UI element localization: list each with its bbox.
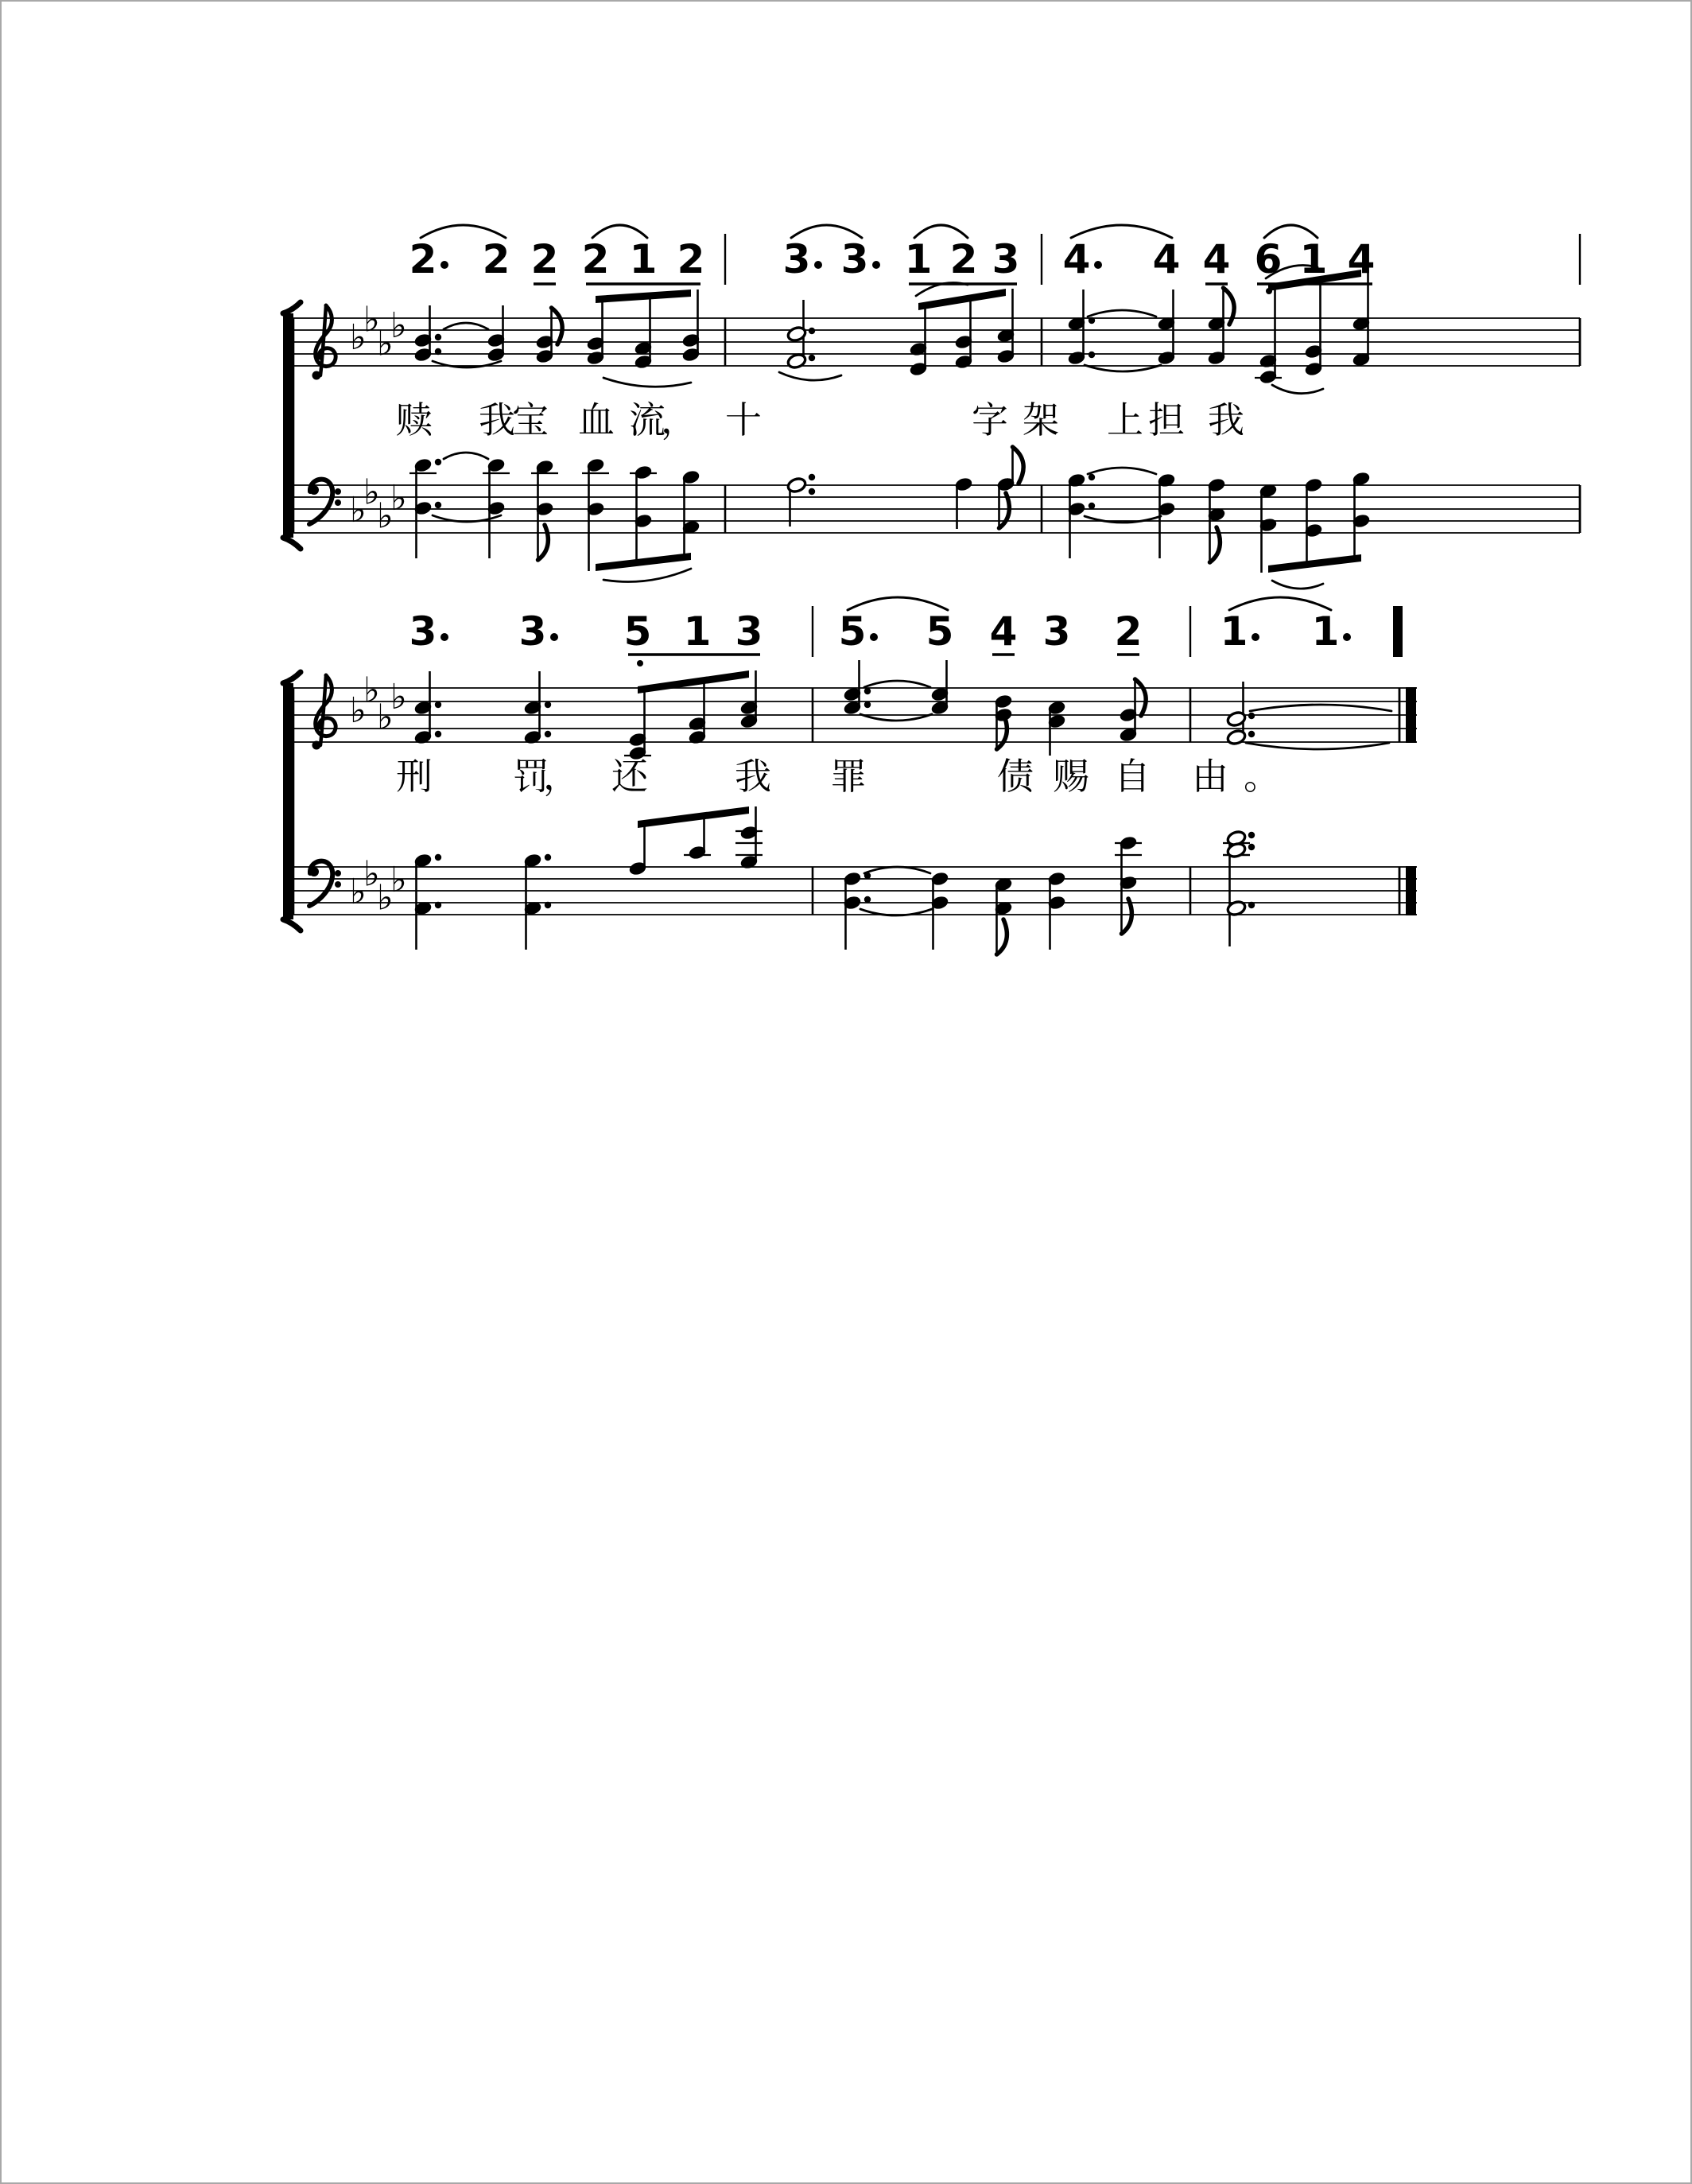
flat-icon: ♭ <box>350 490 367 530</box>
flat-icon: ♭ <box>363 299 380 340</box>
lyric-syllable: 我 <box>479 398 515 441</box>
flat-icon: ♭ <box>350 690 367 731</box>
jianpu-note-number: 2 <box>677 236 705 282</box>
lyric-syllable: 我 <box>1208 398 1244 441</box>
flat-icon: ♭ <box>350 872 367 912</box>
flat-icon: ♭ <box>390 305 407 346</box>
jianpu-note-number: 2 <box>1114 608 1143 655</box>
jianpu-note-number: 2 <box>949 236 978 282</box>
jianpu-note-number: 1 <box>683 608 712 655</box>
flat-icon: ♭ <box>377 877 394 919</box>
jianpu-note-number: 1 <box>629 236 658 282</box>
flat-icon: ♭ <box>390 677 407 717</box>
flat-icon: ♭ <box>350 317 367 358</box>
jianpu-note-number: 5 <box>838 608 867 655</box>
lyric-syllable: 罚 <box>513 755 549 798</box>
lyric-syllable: 血 <box>578 398 615 441</box>
lyric-syllable: 赎 <box>396 398 433 441</box>
lyric-syllable: 刑 <box>396 755 433 798</box>
lyric-syllable: ， <box>661 398 697 441</box>
jianpu-note-number: 2 <box>581 236 610 282</box>
jianpu-note-number: 4 <box>1347 236 1376 282</box>
jianpu-note-number: 2 <box>482 236 510 282</box>
lyric-syllable: 还 <box>611 755 648 798</box>
jianpu-note-number: 2 <box>530 236 559 282</box>
lyric-syllable: 赐 <box>1053 755 1089 798</box>
jianpu-note-number: 4 <box>1062 236 1091 282</box>
jianpu-note-number: 3 <box>840 236 869 282</box>
jianpu-note-number: 2 <box>409 236 437 282</box>
jianpu-note-number: 1 <box>1311 608 1340 655</box>
jianpu-note-number: 4 <box>989 608 1018 655</box>
flat-icon: ♭ <box>377 495 394 537</box>
flat-icon: ♭ <box>363 670 380 711</box>
jianpu-note-number: 4 <box>1152 236 1181 282</box>
lyric-syllable: 我 <box>735 755 771 798</box>
jianpu-note-number: 3 <box>518 608 547 655</box>
lyrics-layer <box>2 2 1690 2182</box>
jianpu-note-number: 5 <box>623 608 652 655</box>
lyric-syllable: 宝 <box>512 398 549 441</box>
jianpu-note-number: 3 <box>992 236 1020 282</box>
flat-icon: ♭ <box>363 853 380 895</box>
lyric-syllable: 流 <box>629 398 666 441</box>
jianpu-note-number: 3 <box>782 236 811 282</box>
jianpu-note-number: 3 <box>409 608 437 655</box>
jianpu-note-number: 1 <box>1220 608 1248 655</box>
lyric-syllable: 担 <box>1148 398 1185 441</box>
jianpu-note-number: 6 <box>1254 236 1283 282</box>
jianpu-note-number: 3 <box>735 608 763 655</box>
jianpu-note-number: 1 <box>1299 236 1328 282</box>
lyric-syllable: 架 <box>1023 398 1059 441</box>
jianpu-note-number: 5 <box>926 608 954 655</box>
lyric-syllable: 罪 <box>830 755 867 798</box>
flat-icon: ♭ <box>390 478 407 519</box>
jianpu-note-number: 3 <box>1042 608 1071 655</box>
flat-icon: ♭ <box>377 323 394 364</box>
lyric-syllable: 上 <box>1107 398 1143 441</box>
flat-icon: ♭ <box>390 860 407 900</box>
lyric-syllable: 自 <box>1114 755 1151 798</box>
lyric-syllable: ， <box>543 755 580 798</box>
flat-icon: ♭ <box>363 472 380 513</box>
flat-icon: ♭ <box>377 697 394 738</box>
jianpu-note-number: 4 <box>1202 236 1231 282</box>
lyric-syllable: 债 <box>997 755 1034 798</box>
lyric-syllable: 。 <box>1244 755 1280 798</box>
lyric-syllable: 十 <box>725 398 762 441</box>
jianpu-note-number: 1 <box>904 236 933 282</box>
lyric-syllable: 字 <box>972 398 1008 441</box>
lyric-syllable: 由 <box>1192 755 1228 798</box>
